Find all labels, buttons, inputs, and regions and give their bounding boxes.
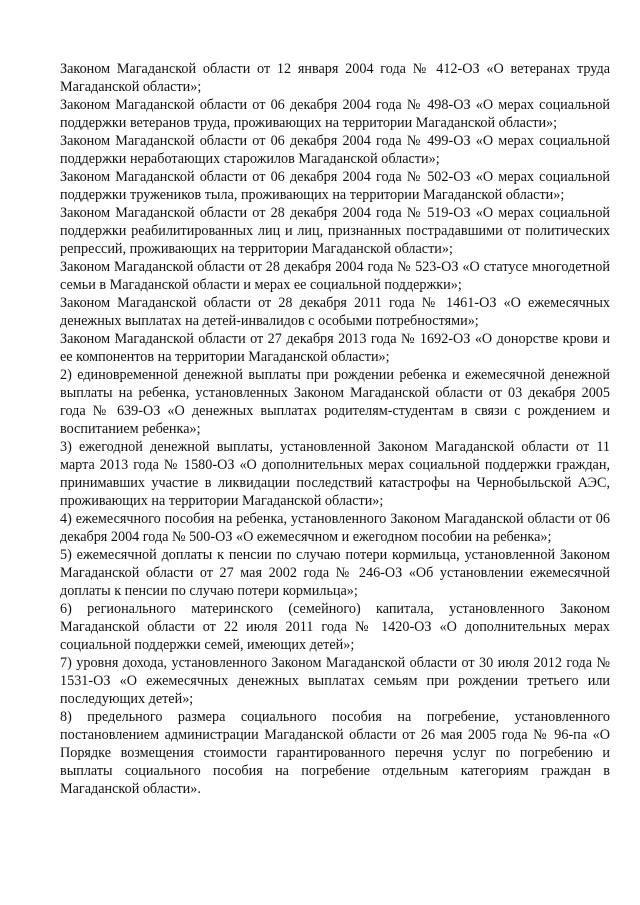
list-item-7: 7) уровня дохода, установленного Законом Магаданской области от 30 июля 2012 года № 1531-ОЗ «О ежемесячных денежных выплатах семьям при рождении третьего или последующих детей»; (60, 655, 610, 707)
list-item-5: 5) ежемесячной доплаты к пенсии по случаю потери кормильца, установленной Законом Магаданской области от 27 мая 2002 года № 246-ОЗ «Об установлении ежемесячной доплаты к пенсии по случаю потери кормильца»; (60, 547, 610, 599)
list-item-2: 2) единовременной денежной выплаты при рождении ребенка и ежемесячной денежной выплаты на ребенка, установленных Законом Магаданской области от 03 декабря 2005 года № 639-ОЗ «О денежных выплатах родителям-студентам в связи с рождением и воспитанием ребенка»; (60, 367, 610, 437)
law-paragraph-veterans-labour: Законом Магаданской области от 12 января 2004 года № 412-ОЗ «О ветеранах труда Магаданской области»; (60, 61, 610, 95)
list-item-8: 8) предельного размера социального пособия на погребение, установленного постановлением администрации Магаданской области от 26 мая 2005 года № 96-па «О Порядке возмещения стоимости гарантированного перечня услуг по погребению и выплаты социального пособия на погребение отдельным категориям граждан в Магаданской области». (60, 709, 610, 797)
law-paragraph-519: Законом Магаданской области от 28 декабря 2004 года № 519-ОЗ «О мерах социальной поддержки реабилитированных лиц и лиц, признанных пострадавшими от политических репрессий, проживающих на территории Магаданской области»; (60, 205, 610, 257)
law-paragraph-523: Законом Магаданской области от 28 декабря 2004 года № 523-ОЗ «О статусе многодетной семьи в Магаданской области и мерах ее социальной поддержки»; (60, 259, 610, 293)
document-body (60, 60, 610, 798)
list-item-6: 6) регионального материнского (семейного) капитала, установленного Законом Магаданской области от 22 июля 2011 года № 1420-ОЗ «О дополнительных мерах социальной поддержки семей, имеющих детей»; (60, 601, 610, 653)
list-item-3: 3) ежегодной денежной выплаты, установленной Законом Магаданской области от 11 марта 2013 года № 1580-ОЗ «О дополнительных мерах социальной поддержки граждан, принимавших участие в ликвидации последствий катастрофы на Чернобыльской АЭС, проживающих на территории Магаданской области»; (60, 439, 610, 509)
law-paragraph-1692: Законом Магаданской области от 27 декабря 2013 года № 1692-ОЗ «О донорстве крови и ее компонентов на территории Магаданской области»; (60, 331, 610, 365)
law-paragraph-498: Законом Магаданской области от 06 декабря 2004 года № 498-ОЗ «О мерах социальной поддержки ветеранов труда, проживающих на территории Магаданской области»; (60, 97, 610, 131)
law-paragraph-502: Законом Магаданской области от 06 декабря 2004 года № 502-ОЗ «О мерах социальной поддержки тружеников тыла, проживающих на территории Магаданской области»; (60, 169, 610, 203)
law-paragraph-1461: Законом Магаданской области от 28 декабря 2011 года № 1461-ОЗ «О ежемесячных денежных выплатах на детей-инвалидов с особыми потребностями»; (60, 295, 610, 329)
law-paragraph-499: Законом Магаданской области от 06 декабря 2004 года № 499-ОЗ «О мерах социальной поддержки неработающих старожилов Магаданской области»; (60, 133, 610, 167)
list-item-4: 4) ежемесячного пособия на ребенка, установленного Законом Магаданской области от 06 декабря 2004 года № 500-ОЗ «О ежемесячном и ежегодном пособии на ребенка»; (60, 511, 610, 545)
